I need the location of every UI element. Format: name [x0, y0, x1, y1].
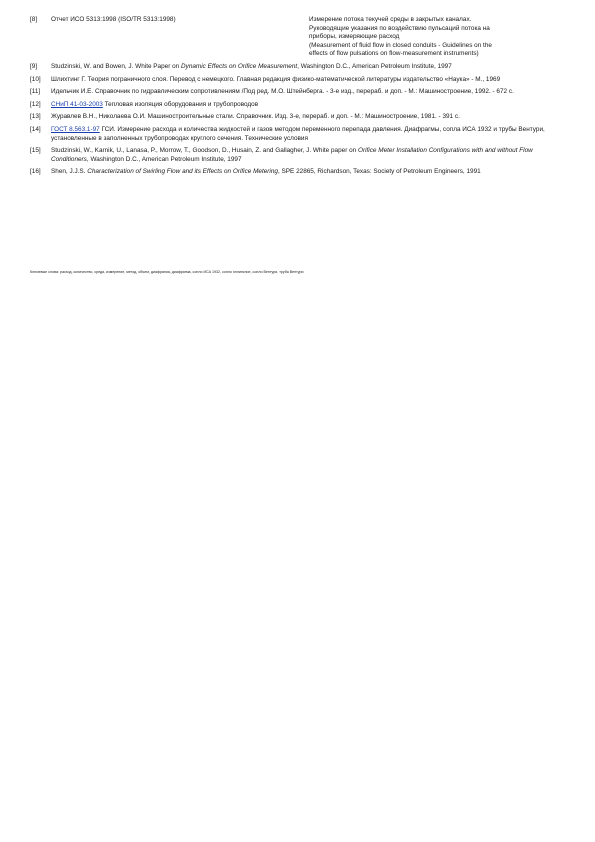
reference-item-12: [30, 101, 570, 110]
reference-item-8: [30, 16, 570, 59]
reference-item-14: [30, 126, 570, 143]
reference-text: Тепловая изоляция оборудования и трубопроводов: [102, 100, 259, 108]
reference-authors: Studzinski, W., Karnik, U., Lanasa, P., Morrow, T., Goodson, D., Husain, Z. and Gallagher, J. White paper on: [51, 147, 359, 155]
reference-number: [10]: [30, 75, 41, 83]
reference-body: [51, 126, 570, 143]
reference-italic-title: Orifice Meter Installation Configurations with and without Flow Conditioners: [51, 147, 533, 163]
reference-item-10: [30, 76, 570, 85]
reference-italic-title: Characterization of Swirling Flow and its Effects on Orifice Metering: [87, 168, 278, 176]
reference-number: [9]: [30, 62, 38, 70]
reference-italic-title: Dynamic Effects on Orifice Measurement: [181, 62, 298, 70]
reference-number: [8]: [30, 16, 38, 23]
reference-doc-link[interactable]: СНиП 41-03-2003: [51, 100, 103, 108]
reference-text: Шлихтинг Г. Теория пограничного слоя. Перевод с немецкого. Главная редакция физико-математической литературы издательство «Наука» - М., 1969: [51, 75, 501, 83]
reference-translation-line: приборы, измеряющие расход: [309, 33, 400, 41]
reference-doc-link[interactable]: ГОСТ 8.563.1-97: [51, 125, 100, 133]
reference-body: [51, 16, 570, 59]
bibliography-list: [30, 16, 570, 181]
reference-number: [14]: [30, 125, 41, 133]
reference-text: Журавлев В.Н., Николаева О.И. Машиностроительные стали. Справочник. Изд. 3-е, перераб. и доп. - М.: Машиностроение, 1981. - 391 с.: [51, 113, 460, 121]
reference-body: [51, 147, 570, 164]
reference-body: [51, 63, 570, 72]
reference-number: [13]: [30, 113, 41, 121]
reference-publisher: , SPE 22865, Richardson, Texas: Society of Petroleum Engineers, 1991: [277, 168, 481, 176]
reference-body: [51, 101, 570, 110]
reference-publisher: , Washington D.C., American Petroleum Institute, 1997: [86, 155, 242, 163]
reference-publisher: , Washington D.C., American Petroleum Institute, 1997: [297, 62, 452, 70]
reference-translation-line: Руководящие указания по воздействию пульсаций потока на: [309, 24, 490, 32]
reference-item-15: [30, 147, 570, 164]
reference-title: Отчет ИСО 5313:1998 (ISO/TR 5313:1998): [51, 16, 176, 23]
reference-translation: [309, 16, 570, 59]
reference-item-13: [30, 113, 570, 122]
reference-text: Идельчик И.Е. Справочник по гидравлическим сопротивлениям /Под ред. М.О. Штейнберга. - 3-е изд., перераб. и доп. - М.: Машиностроение, 1992. - 672 с.: [51, 88, 514, 96]
reference-number: [16]: [30, 168, 41, 176]
reference-translation-line: (Measurement of fluid flow in closed conduits - Guidelines on the: [309, 41, 492, 49]
reference-item-11: [30, 88, 570, 97]
reference-item-16: [30, 168, 570, 177]
reference-body: [51, 168, 570, 177]
reference-authors: Studzinski, W. and Bowen, J. White Paper on: [51, 62, 182, 70]
reference-number: [12]: [30, 100, 41, 108]
keywords-line: Ключевые слова: расход, количество, среда, измерение, метод, объем, диафрагма, диафрагма, сопло ИСА 1932, сопло эллипсное, сопло Вентури, труба Вентури: [30, 270, 304, 274]
reference-text: ГСИ. Измерение расхода и количества жидкостей и газов методом переменного перепада давления. Диафрагмы, сопла ИСА 1932 и трубы Вентури, установленные в заполненных трубопроводах круглого сечения. Технические условия: [51, 125, 545, 142]
reference-translation-line: Измерение потока текучей среды в закрытых каналах.: [309, 16, 472, 23]
reference-translation-line: effects of flow pulsations on flow-measurement instruments): [309, 50, 479, 58]
reference-authors: Shen, J.J.S.: [51, 168, 88, 176]
reference-number: [15]: [30, 147, 41, 155]
reference-number: [11]: [30, 88, 41, 96]
reference-item-9: [30, 63, 570, 72]
